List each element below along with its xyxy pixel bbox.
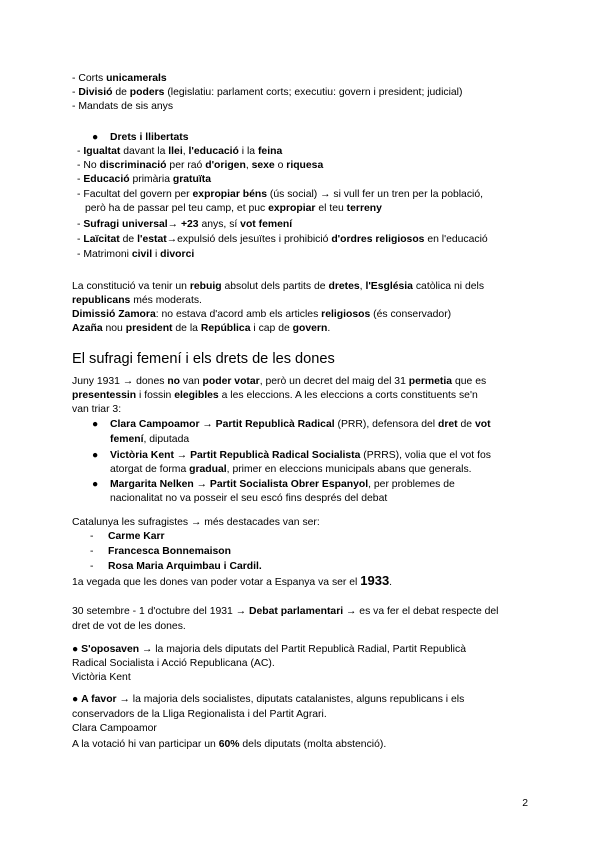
paragraph-line: 30 setembre - 1 d'octubre del 1931 → Debat parlamentari → es va fer el debat respecte del bbox=[72, 606, 499, 617]
text-line: - Mandats de sis anys bbox=[72, 101, 174, 112]
paragraph-line: Catalunya les sufragistes → més destacades van ser: bbox=[72, 517, 320, 528]
list-item: - Facultat del govern per expropiar béns (ús social) → si vull fer un tren per la població, bbox=[77, 189, 484, 200]
paragraph-line: Radical Socialista i Acció Republicana (AC). bbox=[72, 658, 275, 669]
list-item: - Educació primària gratuïta bbox=[77, 174, 211, 185]
sufragistes-list bbox=[90, 530, 262, 575]
list-item: però ha de passar pel teu camp, et puc expropiar el teu terreny bbox=[85, 203, 382, 214]
paragraph-line: La constitució va tenir un rebuig absolut dels partits de dretes, l'Església catòlica ni dels bbox=[72, 281, 485, 292]
bullet-item: ● Victòria Kent → Partit Republicà Radical Socialista (PRRS), volia que el vot fos bbox=[92, 450, 491, 461]
paragraph-line: Victòria Kent bbox=[72, 672, 131, 683]
bullet-item-cont: femení, diputada bbox=[110, 434, 190, 445]
list-item: - Rosa Maria Arquimbau i Cardil. bbox=[90, 561, 262, 572]
text-line: - Divisió de poders (legislatiu: parlament corts; executiu: govern i president; judicial) bbox=[72, 87, 463, 98]
paragraph-line: ● S'oposaven → la majoria dels diputats del Partit Republicà Radial, Partit Republicà bbox=[72, 644, 466, 655]
paragraph-line: Dimissió Zamora: no estava d'acord amb els articles religiosos (és conservador) bbox=[72, 309, 452, 320]
bullet-item: ● Clara Campoamor → Partit Republicà Radical (PRR), defensora del dret de vot bbox=[92, 419, 491, 430]
paragraph-line: Clara Campoamor bbox=[72, 723, 157, 734]
bullet-item: ● Margarita Nelken → Partit Socialista Obrer Espanyol, per problemes de bbox=[92, 479, 455, 490]
list-item: - No discriminació per raó d'origen, sexe o riquesa bbox=[77, 160, 324, 171]
list-item: - Carme Karr bbox=[90, 531, 165, 542]
section-heading: El sufragi femení i els drets de les dones bbox=[72, 351, 335, 367]
page-number: 2 bbox=[522, 798, 528, 809]
paragraph-line: presentessin i fossin elegibles a les eleccions. A les eleccions a corts constituents se'n bbox=[72, 390, 478, 401]
paragraph-line: A la votació hi van participar un 60% dels diputats (molta abstenció). bbox=[72, 739, 387, 750]
bullet-item-cont: atorgat de forma gradual, primer en eleccions municipals abans que generals. bbox=[110, 464, 472, 475]
bullet-heading: ● Drets i llibertats bbox=[92, 132, 189, 143]
paragraph-line: Azaña nou president de la República i cap de govern. bbox=[72, 323, 331, 334]
paragraph-line: 1a vegada que les dones van poder votar a Espanya va ser el 1933. bbox=[72, 573, 393, 588]
paragraph-line: dret de vot de les dones. bbox=[72, 621, 186, 632]
paragraph-line: republicans més moderats. bbox=[72, 295, 202, 306]
paragraph-line: ● A favor → la majoria dels socialistes, diputats catalanistes, alguns republicans i els bbox=[72, 694, 465, 705]
list-item: - Francesca Bonnemaison bbox=[90, 546, 231, 557]
paragraph-line: van triar 3: bbox=[72, 404, 122, 415]
list-item: - Igualtat davant la llei, l'educació i la feina bbox=[77, 146, 283, 157]
list-item: - Sufragi universal→ +23 anys, sí vot femení bbox=[77, 219, 293, 230]
list-item: - Matrimoni civil i divorci bbox=[77, 249, 195, 260]
list-item: - Laïcitat de l'estat→expulsió dels jesuïtes i prohibició d'ordres religiosos en l'educació bbox=[77, 234, 488, 245]
bullet-item-cont: nacionalitat no va posseir el seu escó fins després del debat bbox=[110, 493, 388, 504]
paragraph-line: Juny 1931 → dones no van poder votar, però un decret del maig del 31 permetia que es bbox=[72, 376, 487, 387]
text-line: - Corts unicamerals bbox=[72, 73, 167, 84]
paragraph-line: conservadors de la Lliga Regionalista i del Partit Agrari. bbox=[72, 709, 327, 720]
